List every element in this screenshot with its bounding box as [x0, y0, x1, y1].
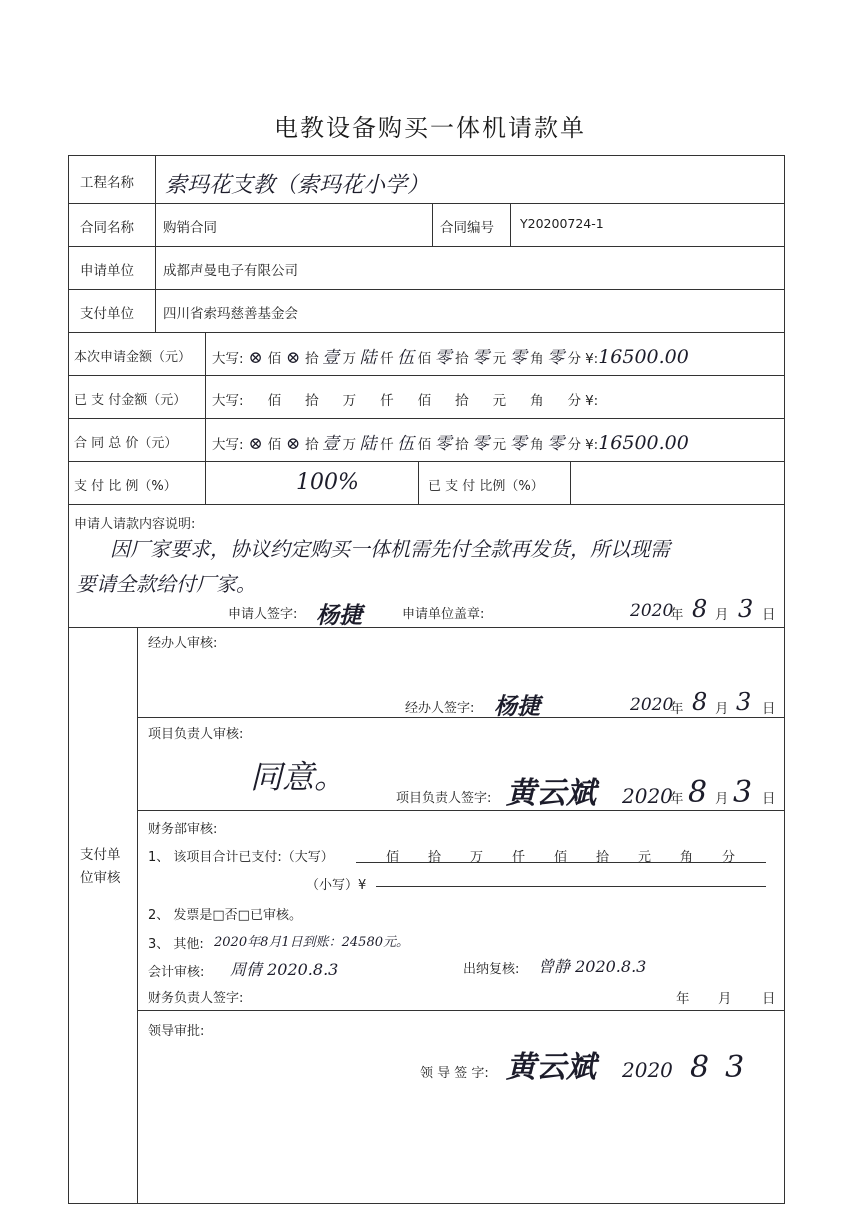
applicant-unit-label: 申请单位: [80, 263, 134, 279]
ratio-paid-label: 已 支 付 比例（%）: [428, 479, 544, 494]
request-line-2: 要请全款给付厂家。: [76, 572, 256, 596]
request-date-month: 8: [692, 595, 708, 623]
amount-digit: ⊗: [285, 434, 301, 454]
amount-digit: 壹: [322, 348, 340, 368]
amount-digit: 壹: [322, 434, 340, 454]
handler-date-month: 8: [692, 688, 708, 716]
amount-digit: 零: [509, 434, 527, 454]
unit-label: 佰: [417, 351, 432, 367]
unit-label: 佰: [417, 393, 432, 409]
paid-amount-row: [212, 389, 598, 409]
project-lead-signature: 黄云斌: [506, 776, 596, 811]
form-title: 电教设备购买一体机请款单: [274, 114, 586, 142]
finance-review-label: 财务部审核:: [148, 822, 218, 837]
rule: [68, 332, 785, 333]
unit-label: 佰: [386, 850, 400, 865]
handler-review-label: 经办人审核:: [148, 636, 218, 651]
daxie-underline: [356, 862, 766, 863]
amount-digit: 陆: [359, 434, 377, 454]
leader-date-year: 2020: [622, 1058, 673, 1082]
project-name-value: 索玛花支教（索玛花小学）: [165, 173, 430, 198]
unit-label: 分: [722, 850, 736, 865]
finance-item-2: 2、 发票是□否□已审核。: [148, 908, 302, 923]
unit-label: 万: [342, 351, 357, 367]
project-lead-sign-label: 项目负责人签字:: [396, 791, 492, 806]
rule: [68, 375, 785, 376]
leader-date-month-day: [690, 1050, 744, 1085]
contract-total: 16500.00: [598, 432, 689, 454]
request-date-d-label: 日: [762, 607, 776, 623]
rule: [205, 332, 206, 504]
unit-label: 万: [342, 437, 357, 453]
amount-digit: 陆: [359, 348, 377, 368]
project-lead-date-y-label: 年: [670, 791, 684, 807]
finance-item-3-label: 3、 其他:: [148, 937, 204, 952]
cashier-value: 曾静 2020.8.3: [538, 957, 647, 976]
unit-label: 元: [492, 351, 507, 367]
unit-label: 元: [492, 393, 507, 409]
finance-item-1: 1、 该项目合计已支付:（大写）: [148, 850, 334, 865]
xiaoxie-underline: [376, 886, 766, 887]
amount-digit: 零: [509, 348, 527, 368]
contract-name-value: 购销合同: [163, 220, 217, 236]
request-date-m-label: 月: [715, 607, 729, 623]
applicant-sign-label: 申请人签字:: [228, 607, 298, 622]
daxie-label: 大写:: [212, 437, 244, 453]
unit-label: 角: [530, 393, 544, 409]
unit-label: 元: [638, 850, 652, 865]
review-side-label-2: 位审核: [80, 870, 121, 886]
amount-digit: 零: [547, 348, 565, 368]
contract-total-row: [212, 429, 689, 454]
daxie-label: 大写:: [212, 393, 244, 409]
ratio-label: 支 付 比 例（%）: [74, 479, 177, 494]
unit-label: 仟: [380, 393, 394, 409]
unit-label: 仟: [512, 850, 526, 865]
contract-no-value: Y20200724-1: [520, 216, 604, 231]
leader-sign-label: 领 导 签 字:: [420, 1066, 489, 1081]
unit-label: 分: [567, 351, 582, 367]
unit-label: 角: [680, 850, 694, 865]
ratio-value: 100%: [296, 470, 359, 495]
unit-label: 万: [470, 850, 484, 865]
unit-label: 拾: [305, 393, 319, 409]
current-amount-label: 本次申请金额（元）: [74, 350, 192, 365]
rule: [68, 289, 785, 290]
contract-name-label: 合同名称: [80, 220, 134, 236]
rule: [570, 461, 571, 504]
project-lead-review-label: 项目负责人审核:: [148, 727, 244, 742]
yen-label: ¥:: [585, 351, 599, 367]
unit-label: 仟: [380, 351, 394, 367]
finance-date-y-label: 年: [676, 991, 690, 1007]
project-lead-date-year: 2020: [622, 784, 673, 808]
current-total: 16500.00: [598, 346, 689, 368]
contract-no-label: 合同编号: [440, 220, 494, 236]
unit-label: 拾: [455, 393, 469, 409]
amount-digit: 零: [434, 434, 452, 454]
unit-label: 拾: [305, 351, 319, 367]
request-label: 申请人请款内容说明:: [74, 517, 196, 532]
amount-digit: 伍: [397, 434, 415, 454]
rule: [432, 203, 433, 246]
request-date-y-label: 年: [670, 607, 684, 623]
amount-digit: 零: [472, 434, 490, 454]
handler-date-day: 3: [736, 688, 752, 716]
unit-label: 佰: [267, 393, 282, 409]
amount-digit: ⊗: [248, 348, 263, 368]
payer-unit-label: 支付单位: [80, 306, 134, 322]
unit-label: 分: [567, 437, 582, 453]
finance-date-m-label: 月: [718, 991, 732, 1007]
project-name-label: 工程名称: [80, 175, 134, 191]
unit-label: 仟: [380, 437, 394, 453]
amount-digit: ⊗: [285, 348, 301, 368]
rule: [137, 810, 785, 811]
rule: [137, 627, 138, 1204]
finance-item-3-value: 2020年8月1日到账：24580元。: [214, 935, 409, 950]
amount-digit: 零: [547, 434, 565, 454]
applicant-unit-value: 成都声曼电子有限公司: [163, 263, 298, 279]
rule: [68, 418, 785, 419]
current-amount-row: [212, 343, 689, 368]
amount-digit: ⊗: [248, 434, 263, 454]
unit-label: 佰: [417, 437, 432, 453]
unit-label: 拾: [428, 850, 442, 865]
daxie-label: 大写:: [212, 351, 244, 367]
rule: [68, 246, 785, 247]
unit-label: 拾: [305, 437, 319, 453]
rule: [155, 155, 156, 332]
unit-label: 拾: [455, 437, 469, 453]
unit-label: 角: [530, 437, 544, 453]
unit-label: 万: [342, 393, 357, 409]
handler-date-year: 2020: [630, 695, 674, 715]
paid-amount-label: 已 支 付金额（元）: [74, 393, 187, 408]
stamp-label: 申请单位盖章:: [402, 607, 485, 622]
rule: [68, 203, 785, 204]
unit-label: 佰: [267, 351, 282, 367]
unit-label: 拾: [455, 351, 469, 367]
project-lead-date-m-label: 月: [715, 791, 729, 807]
leader-signature: 黄云斌: [506, 1050, 596, 1085]
handler-date-m-label: 月: [715, 701, 729, 717]
accountant-label: 会计审核:: [148, 965, 205, 980]
applicant-signature: 杨捷: [316, 602, 362, 629]
leader-approval-label: 领导审批:: [148, 1024, 205, 1039]
unit-label: 元: [492, 437, 507, 453]
accountant-value: 周倩 2020.8.3: [230, 960, 339, 979]
unit-label: 拾: [596, 850, 610, 865]
yen-label: ¥:: [585, 393, 599, 409]
rule: [510, 203, 511, 246]
rule: [137, 717, 785, 718]
rule: [137, 1010, 785, 1011]
project-lead-date-month: 8: [688, 775, 708, 810]
unit-label: 佰: [554, 850, 568, 865]
handler-sign-label: 经办人签字:: [405, 701, 475, 716]
project-lead-comment: 同意。: [250, 758, 347, 796]
project-lead-date-d-label: 日: [762, 791, 776, 807]
finance-date-d-label: 日: [762, 991, 776, 1007]
handler-date-y-label: 年: [670, 701, 684, 717]
finance-item-1-small: （小写）¥: [306, 878, 367, 893]
yen-label: ¥:: [585, 437, 599, 453]
unit-label: 佰: [267, 437, 282, 453]
cashier-label: 出纳复核:: [463, 962, 520, 977]
amount-digit: 伍: [397, 348, 415, 368]
payer-unit-value: 四川省索玛慈善基金会: [163, 306, 298, 322]
review-side-label-1: 支付单: [80, 847, 121, 863]
unit-label: 分: [567, 393, 582, 409]
leader-date-day: 3: [725, 1050, 745, 1085]
request-line-1: 因厂家要求，协议约定购买一体机需先付全款再发货，所以现需: [110, 537, 670, 561]
rule: [68, 627, 785, 628]
rule: [68, 461, 785, 462]
rule: [68, 504, 785, 505]
project-lead-date-day: 3: [733, 775, 753, 810]
handler-date-d-label: 日: [762, 701, 776, 717]
unit-label: 角: [530, 351, 544, 367]
rule: [418, 461, 419, 504]
request-date-year: 2020: [630, 601, 674, 621]
amount-digit: 零: [472, 348, 490, 368]
amount-digit: 零: [434, 348, 452, 368]
finance-head-sign-label: 财务负责人签字:: [148, 991, 244, 1006]
handler-signature: 杨捷: [494, 693, 540, 720]
contract-total-label: 合 同 总 价（元）: [74, 436, 178, 451]
leader-date-month: 8: [690, 1050, 710, 1085]
request-date-day: 3: [738, 595, 754, 623]
